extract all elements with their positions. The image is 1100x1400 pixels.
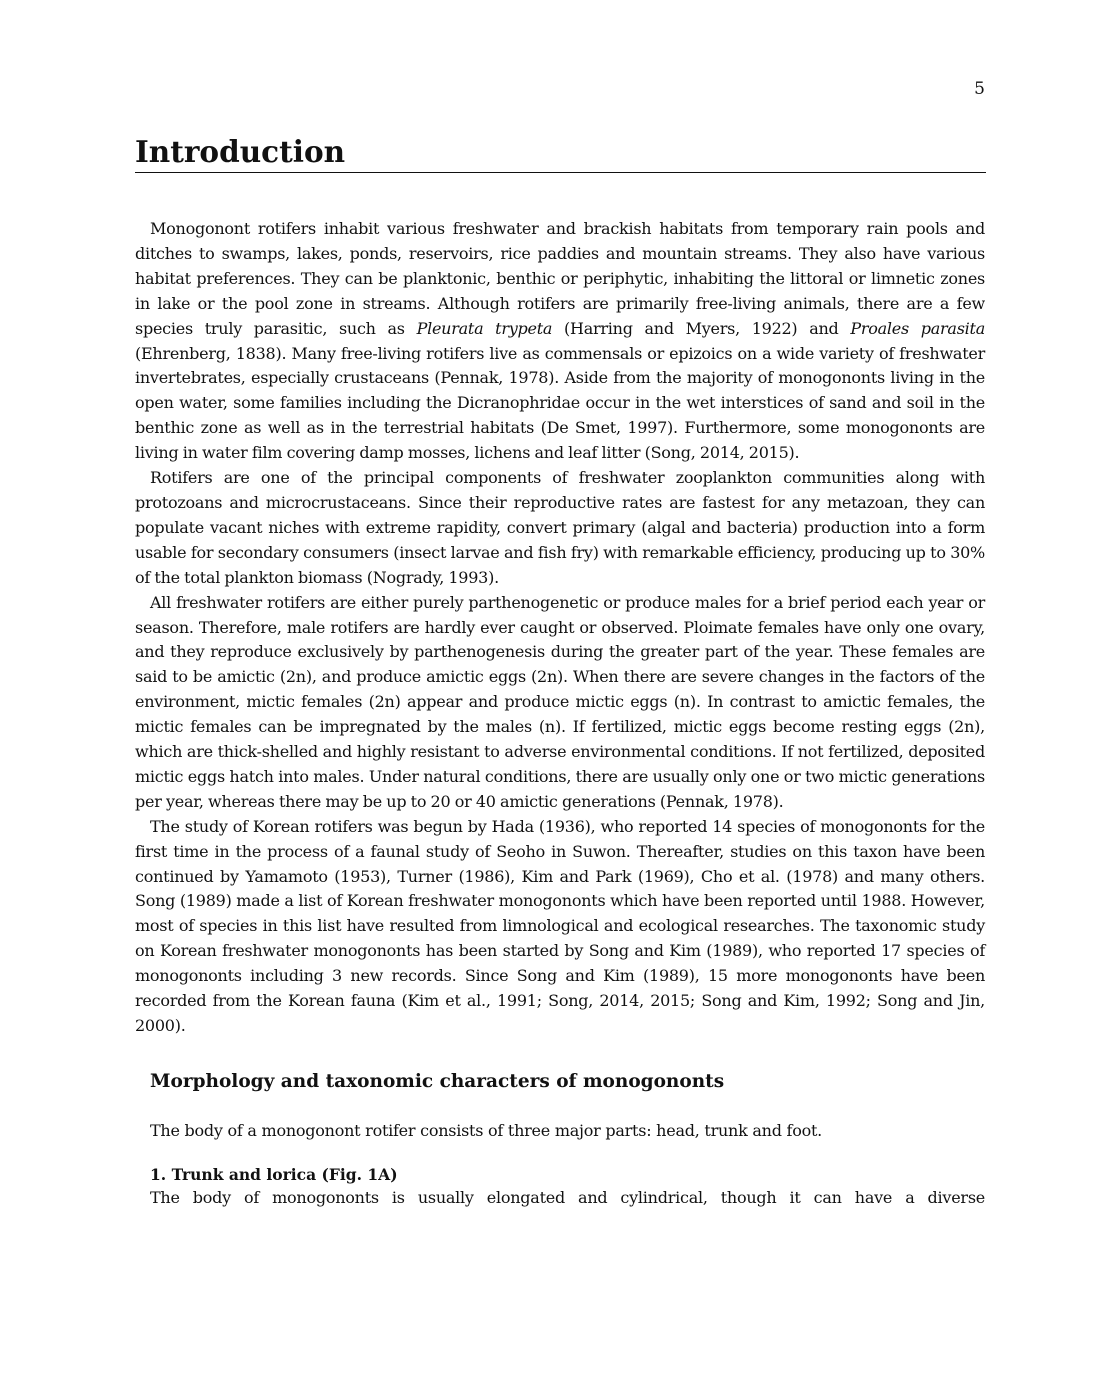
- paragraph-plankton: [135, 466, 985, 591]
- subsection-heading: 1. Trunk and lorica (Fig. 1A): [150, 1164, 398, 1184]
- species-name: Proales parasita: [850, 318, 986, 338]
- section-intro: The body of a monogonont rotifer consists of three major parts: head, trunk and foot.: [150, 1120, 822, 1140]
- text-run: All freshwater rotifers are either purely parthenogenetic or produce males for a brief period each year or season. Therefore, male rotifers are hardly ever caught or observed. Ploimate females have only one ovary, and they reproduce exclusively by parthenogenesis during the greater part of the year. These females are said to be amictic (2n), and produce amictic eggs (2n). When there are severe changes in the factors of the environment, mictic females (2n) appear and produce mictic eggs (n). In contrast to amictic females, the mictic females can be impregnated by the males (n). If fertilized, mictic eggs become resting eggs (2n), which are thick-shelled and highly resistant to adverse environmental conditions. If not fertilized, deposited mictic eggs hatch into males. Under natural conditions, there are usually only one or two mictic generations per year, whereas there may be up to 20 or 40 amictic generations (Pennak, 1978).: [135, 592, 985, 811]
- title-rule: [135, 172, 986, 173]
- paragraph-reproduction: [135, 591, 985, 815]
- chapter-title: Introduction: [135, 134, 346, 169]
- body-text: [135, 217, 985, 1211]
- section-heading: Morphology and taxonomic characters of monogononts: [150, 1070, 725, 1092]
- text-run: (Harring and Myers, 1922) and: [552, 318, 851, 338]
- species-name: Pleurata trypeta: [416, 318, 553, 338]
- text-run: Rotifers are one of the principal components of freshwater zooplankton communities along with protozoans and microcrustaceans. Since their reproductive rates are fastest for any metazoan, they can populate vacant niches with extreme rapidity, convert primary (algal and bacteria) production into a form usable for secondary consumers (insect larvae and fish fry) with remarkable efficiency, producing up to 30% of the total plankton biomass (Nogrady, 1993).: [135, 468, 985, 587]
- paragraph-korean-studies: [135, 815, 985, 1039]
- subsection-text: The body of monogononts is usually elongated and cylindrical, though it can have a diverse: [150, 1187, 985, 1207]
- text-run: The study of Korean rotifers was begun by Hada (1936), who reported 14 species of monogononts for the first time in the process of a faunal study of Seoho in Suwon. Thereafter, studies on this taxon have been continued by Yamamoto (1953), Turner (1986), Kim and Park (1969), Cho et al. (1978) and many others. Song (1989) made a list of Korean freshwater monogononts which have been reported until 1988. However, most of species in this list have resulted from limnological and ecological researches. The taxonomic study on Korean freshwater monogononts has been started by Song and Kim (1989), who reported 17 species of monogononts including 3 new records. Since Song and Kim (1989), 15 more monogononts have been recorded from the Korean fauna (Kim et al., 1991; Song, 2014, 2015; Song and Kim, 1992; Song and Jin, 2000).: [135, 816, 985, 1035]
- page-number: 5: [974, 79, 985, 99]
- paragraph-habitats: [135, 217, 985, 466]
- text-run: Monogonont rotifers inhabit various freshwater and brackish habitats from temporary rain pools and ditches to swamps, lakes, ponds, reservoirs, rice paddies and mountain streams. They also have various habitat preferences. They can be planktonic, benthic or periphytic, inhabiting the littoral or limnetic zones in lake or the pool zone in streams. Although rotifers are primarily free-living animals, there are a few species truly parasitic, such as: [135, 219, 985, 338]
- text-run: (Ehrenberg, 1838). Many free-living rotifers live as commensals or epizoics on a wide variety of freshwater invertebrates, especially crustaceans (Pennak, 1978). Aside from the majority of monogononts living in the open water, some families including the Dicranophridae occur in the wet interstices of sand and soil in the benthic zone as well as in the terrestrial habitats (De Smet, 1997). Furthermore, some monogononts are living in water film covering damp mosses, lichens and leaf litter (Song, 2014, 2015).: [135, 343, 985, 463]
